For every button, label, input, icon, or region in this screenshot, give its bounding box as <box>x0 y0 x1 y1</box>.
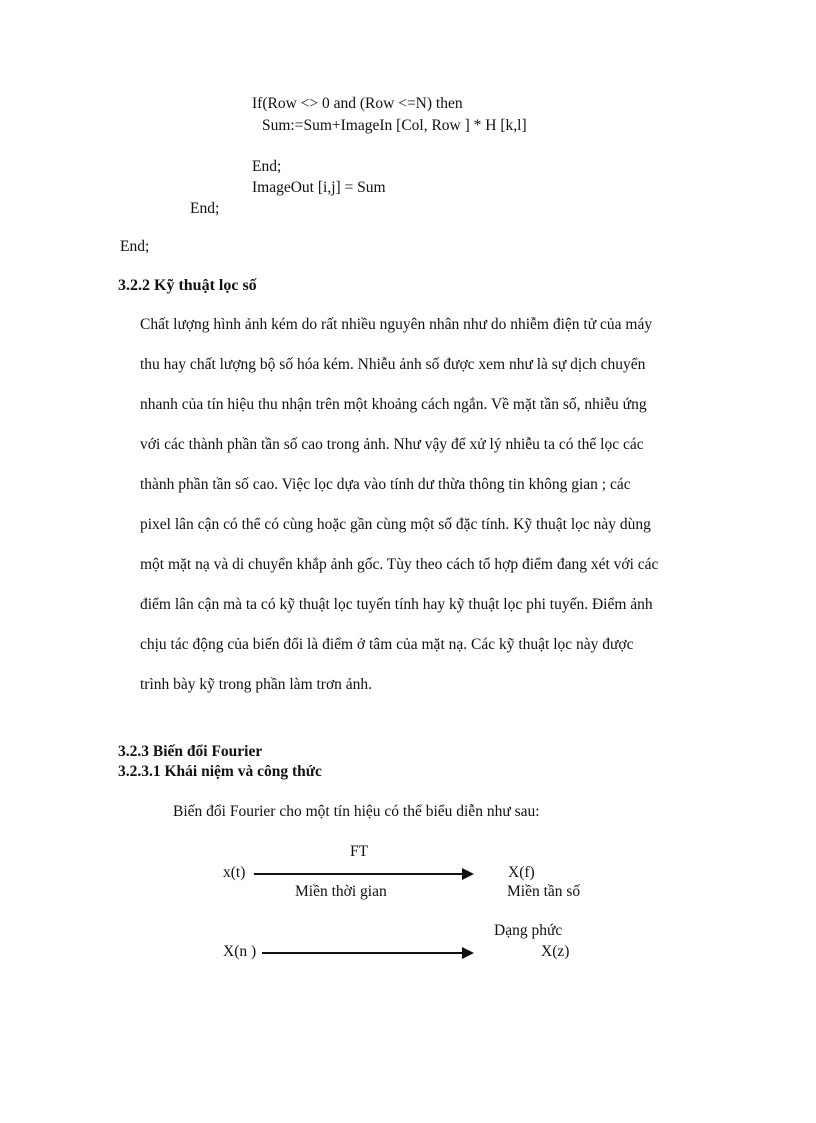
fourier-transform-arrow <box>254 873 472 875</box>
code-line-end-inner: End; <box>252 158 282 175</box>
paragraph-line: trình bày kỹ trong phần làm trơn ảnh. <box>140 676 373 693</box>
paragraph-line: pixel lân cận có thể có cùng hoặc gần cùng một số đặc tính. Kỹ thuật lọc này dùng <box>140 516 651 533</box>
paragraph-line: thành phần tần số cao. Việc lọc dựa vào tính dư thừa thông tin không gian ; các <box>140 476 631 493</box>
output-xf-label: X(f) <box>508 864 535 881</box>
section-heading-digital-filtering: 3.2.2 Kỹ thuật lọc số <box>118 277 257 294</box>
paragraph-line: với các thành phần tần số cao trong ảnh. Như vậy để xử lý nhiễu ta có thể lọc các <box>140 436 644 453</box>
time-domain-label: Miền thời gian <box>295 883 387 900</box>
code-line-imageout: ImageOut [i,j] = Sum <box>252 179 386 196</box>
paragraph-line: chịu tác động của biến đổi là điểm ở tâm của mặt nạ. Các kỹ thuật lọc này được <box>140 636 634 653</box>
code-line-sum: Sum:=Sum+ImageIn [Col, Row ] * H [k,l] <box>262 117 527 134</box>
fourier-intro-text: Biến đổi Fourier cho một tín hiệu có thể biểu diễn như sau: <box>173 803 540 820</box>
paragraph-line: nhanh của tín hiệu thu nhận trên một khoảng cách ngắn. Về mặt tần số, nhiễu ứng <box>140 396 647 413</box>
paragraph-line: một mặt nạ và di chuyển khắp ảnh gốc. Tùy theo cách tổ hợp điểm đang xét với các <box>140 556 659 573</box>
paragraph-line: điểm lân cận mà ta có kỹ thuật lọc tuyến tính hay kỹ thuật lọc phi tuyến. Điểm ảnh <box>140 596 653 613</box>
paragraph-line: thu hay chất lượng bộ số hóa kém. Nhiễu ảnh số được xem như là sự dịch chuyển <box>140 356 646 373</box>
complex-form-label: Dạng phức <box>494 922 563 939</box>
code-line-end-outer: End; <box>120 238 150 255</box>
section-heading-fourier: 3.2.3 Biến đổi Fourier <box>118 743 263 760</box>
frequency-domain-label: Miền tần số <box>507 883 581 900</box>
code-line-end-middle: End; <box>190 200 220 217</box>
code-line-if: If(Row <> 0 and (Row <=N) then <box>252 95 463 112</box>
output-xz-label: X(z) <box>541 943 570 960</box>
input-xn-label: X(n ) <box>223 943 257 960</box>
input-xt-label: x(t) <box>223 864 246 881</box>
ft-label: FT <box>350 843 369 860</box>
paragraph-line: Chất lượng hình ảnh kém do rất nhiều nguyên nhân như do nhiễm điện tử của máy <box>140 316 653 333</box>
subsection-heading-concept-formula: 3.2.3.1 Khái niệm và công thức <box>118 763 322 780</box>
z-transform-arrow <box>262 952 472 954</box>
paragraph-digital-filtering <box>140 311 750 711</box>
